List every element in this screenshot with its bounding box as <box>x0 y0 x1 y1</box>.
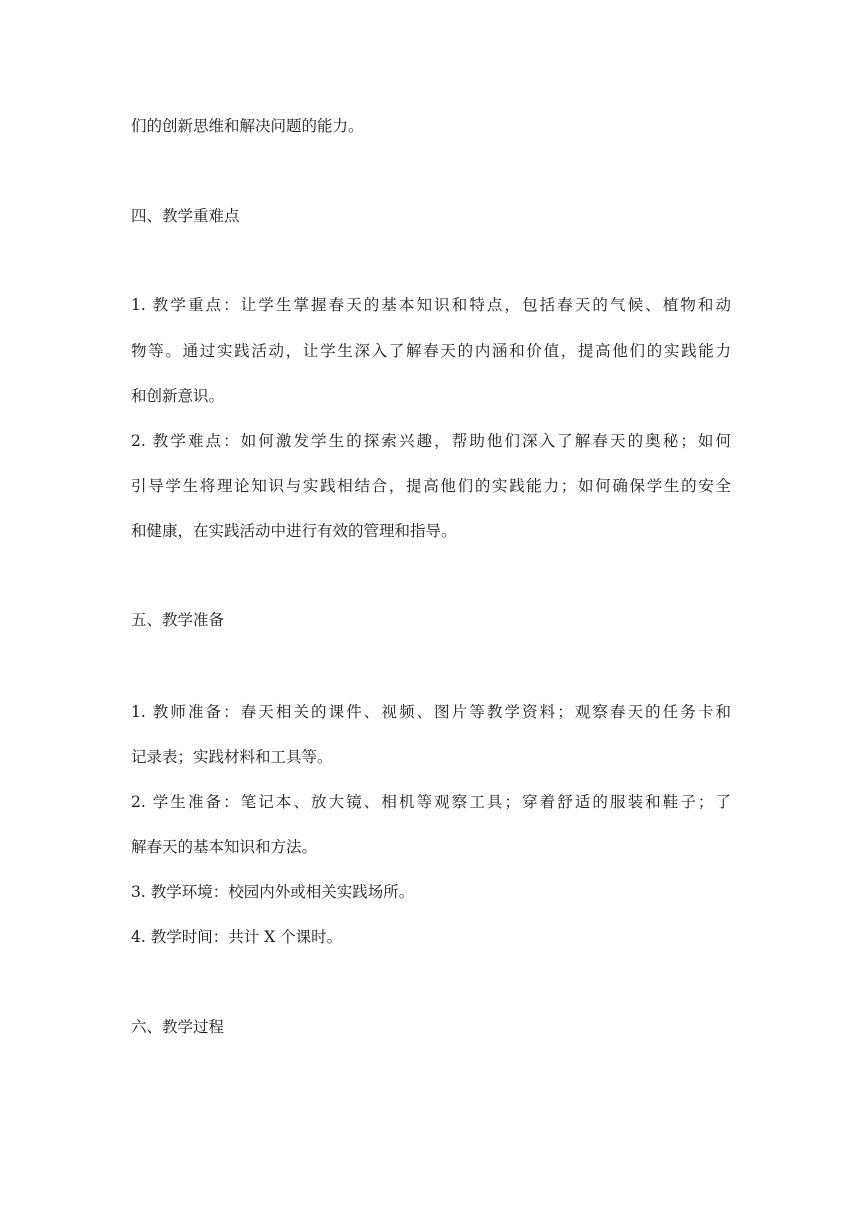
teacher-prep-line-1: 1. 教师准备：春天相关的课件、视频、图片等教学资料；观察春天的任务卡和 <box>131 703 731 721</box>
section-heading-key-difficult-points: 四、教学重难点 <box>131 207 240 225</box>
key-point-line-2: 物等。通过实践活动，让学生深入了解春天的内涵和价值，提高他们的实践能力 <box>131 342 731 360</box>
teaching-time: 4. 教学时间：共计 X 个课时。 <box>131 928 343 946</box>
key-point-line-3: 和创新意识。 <box>131 387 225 405</box>
difficult-point-line-1: 2. 教学难点：如何激发学生的探索兴趣，帮助他们深入了解春天的奥秘；如何 <box>131 432 731 450</box>
paragraph-continuation: 们的创新思维和解决问题的能力。 <box>131 117 364 135</box>
difficult-point-line-2: 引导学生将理论知识与实践相结合，提高他们的实践能力；如何确保学生的安全 <box>131 477 731 495</box>
student-prep-line-1: 2. 学生准备：笔记本、放大镜、相机等观察工具；穿着舒适的服装和鞋子；了 <box>131 793 731 811</box>
teacher-prep-line-2: 记录表；实践材料和工具等。 <box>131 748 333 766</box>
student-prep-line-2: 解春天的基本知识和方法。 <box>131 838 318 856</box>
section-heading-preparation: 五、教学准备 <box>131 611 225 629</box>
difficult-point-line-3: 和健康，在实践活动中进行有效的管理和指导。 <box>131 522 457 540</box>
section-heading-process: 六、教学过程 <box>131 1018 225 1036</box>
key-point-line-1: 1. 教学重点：让学生掌握春天的基本知识和特点，包括春天的气候、植物和动 <box>131 296 731 314</box>
teaching-environment: 3. 教学环境：校园内外或相关实践场所。 <box>131 883 415 901</box>
